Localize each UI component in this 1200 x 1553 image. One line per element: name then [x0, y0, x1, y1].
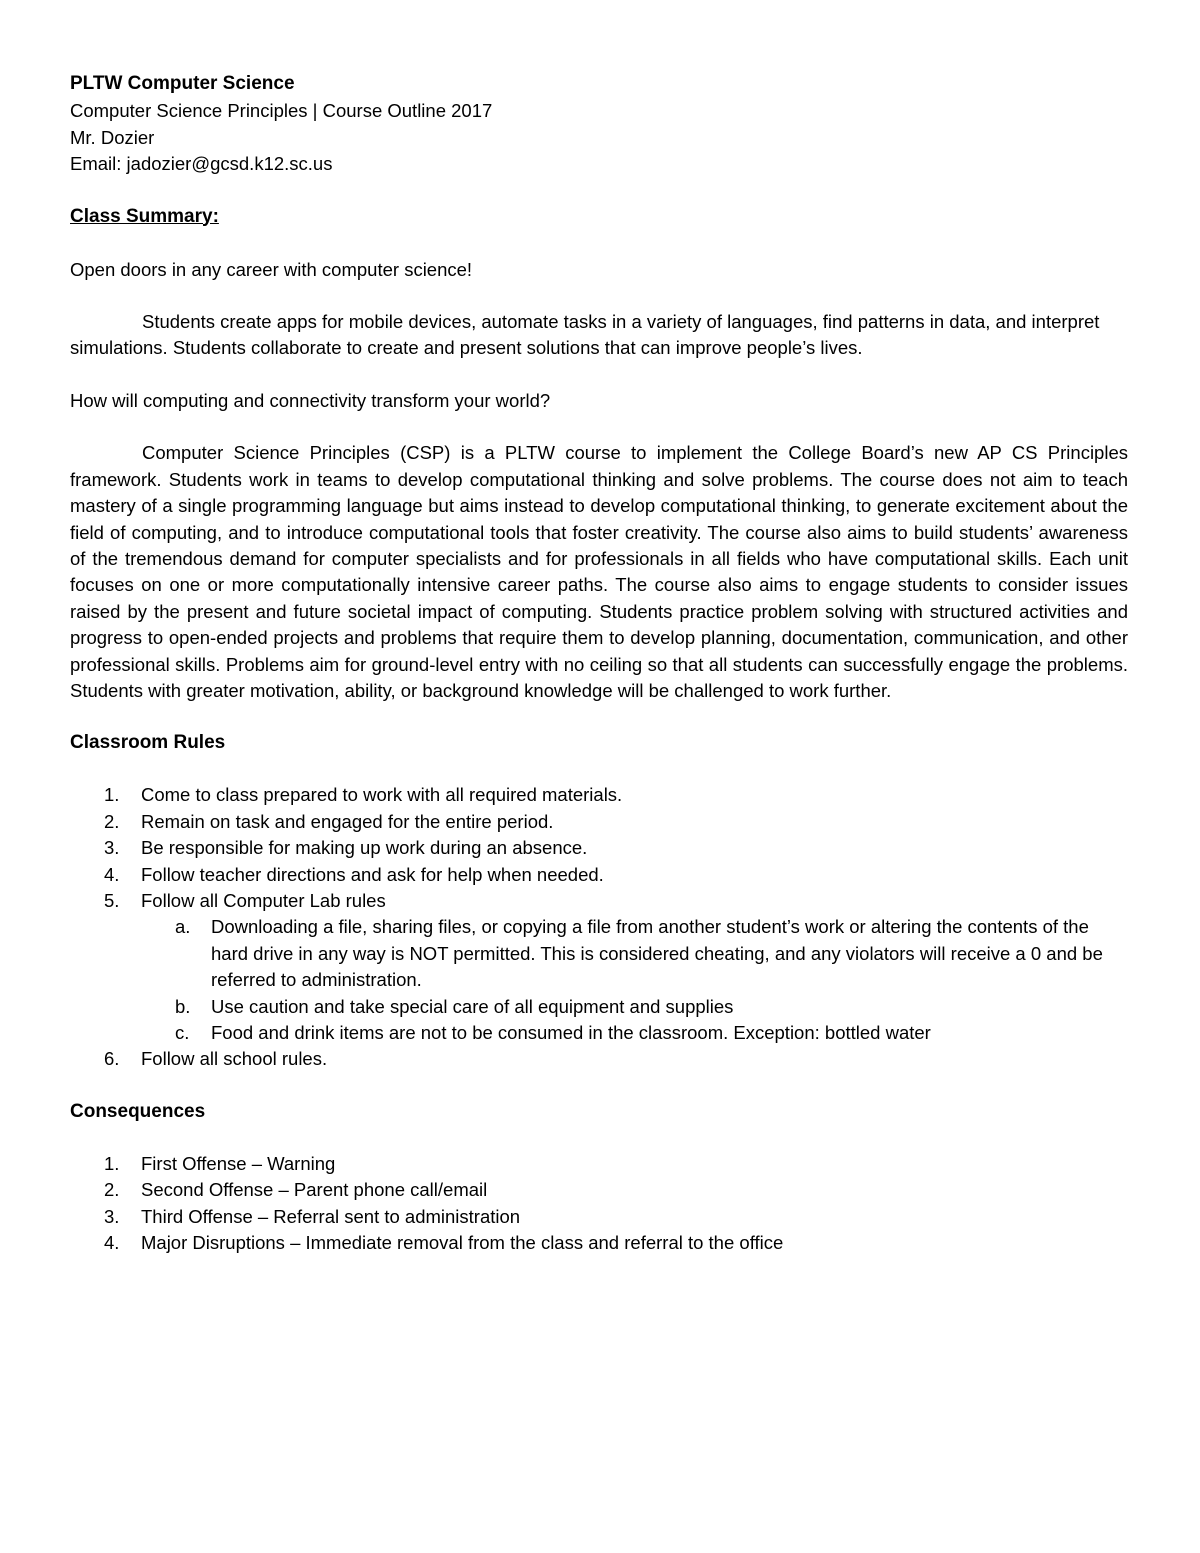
sub-list-letter: c.: [175, 1022, 190, 1044]
list-item-text: Third Offense – Referral sent to administration: [141, 1205, 521, 1227]
classroom-rules-list: [70, 782, 1128, 1072]
list-item-text: Come to class prepared to work with all required materials.: [141, 784, 623, 806]
list-item: [70, 809, 1128, 835]
sub-list-letter: b.: [175, 995, 191, 1017]
list-item-text: First Offense – Warning: [141, 1152, 336, 1174]
class-summary-heading: Class Summary:: [70, 205, 219, 227]
list-item: [70, 1177, 1128, 1203]
teacher-email: Email: jadozier@gcsd.k12.sc.us: [70, 153, 333, 174]
sub-list-item: [141, 914, 1128, 993]
list-item: [70, 862, 1128, 888]
list-item: [70, 1046, 1128, 1072]
list-number: 6.: [104, 1048, 120, 1070]
document-page: [70, 70, 1128, 1256]
list-number: 4.: [104, 1232, 120, 1254]
computer-lab-rules-list: [141, 914, 1128, 1046]
teacher-name: Mr. Dozier: [70, 126, 155, 148]
list-item-text: Remain on task and engaged for the entire period.: [141, 810, 554, 832]
list-item-text: Major Disruptions – Immediate removal from the class and referral to the office: [141, 1232, 784, 1254]
list-number: 5.: [104, 890, 120, 911]
list-item-text: Second Offense – Parent phone call/email: [141, 1179, 488, 1201]
list-item-text: Follow all Computer Lab rules: [141, 890, 386, 911]
list-number: 3.: [104, 837, 120, 859]
list-item: [70, 782, 1128, 808]
consequences-list: [70, 1151, 1128, 1257]
sub-list-item: [141, 994, 1128, 1020]
list-item: [70, 1151, 1128, 1177]
list-number: 2.: [104, 810, 120, 832]
sub-list-letter: a.: [175, 916, 191, 938]
list-item-text: Follow all school rules.: [141, 1048, 328, 1070]
document-title: PLTW Computer Science: [70, 73, 295, 94]
list-number: 4.: [104, 863, 120, 885]
class-summary-intro: Students create apps for mobile devices, automate tasks in a variety of languages, find patterns in data, and interpret simulations. Students collaborate to create and present solutions that can improve people’s lives.: [70, 311, 1100, 359]
list-item-text: Follow teacher directions and ask for help when needed.: [141, 863, 604, 885]
sub-list-item-text: Food and drink items are not to be consumed in the classroom. Exception: bottled water: [211, 1022, 931, 1044]
consequences-heading: Consequences: [70, 1100, 206, 1122]
list-number: 3.: [104, 1205, 120, 1227]
class-summary-tagline: Open doors in any career with computer science!: [70, 258, 473, 280]
list-item-text: Be responsible for making up work during an absence.: [141, 837, 588, 859]
list-item: [70, 888, 1128, 1046]
list-item: [70, 1204, 1128, 1230]
list-number: 1.: [104, 784, 120, 806]
sub-list-item-text: Downloading a file, sharing files, or copying a file from another student’s work or altering the contents of the hard drive in any way is NOT permitted. This is considered cheating, and any violators will receive a 0 and be referred to administration.: [211, 916, 1103, 991]
class-summary-question: How will computing and connectivity transform your world?: [70, 389, 551, 411]
sub-list-item-text: Use caution and take special care of all equipment and supplies: [211, 995, 734, 1017]
class-summary-description: Computer Science Principles (CSP) is a PLTW course to implement the College Board’s new AP CS Principles framework. Students work in teams to develop computational thinking and solve problems. The course does not aim to teach mastery of a single programming language but aims instead to develop computational thinking, to generate excitement about the field of computing, and to introduce computational tools that foster creativity. The course also aims to build students’ awareness of the tremendous demand for computer specialists and for professionals in all fields who have computational skills. Each unit focuses on one or more computationally intensive career paths. The course also aims to engage students to consider issues raised by the present and future societal impact of computing. Students practice problem solving with structured activities and progress to open-ended projects and problems that require them to develop planning, documentation, communication, and other professional skills. Problems aim for ground-level entry with no ceiling so that all students can successfully engage the problems. Students with greater motivation, ability, or background knowledge will be challenged to work further.: [70, 442, 1128, 701]
list-number: 1.: [104, 1152, 120, 1174]
list-number: 2.: [104, 1179, 120, 1201]
list-item: [70, 1230, 1128, 1256]
course-subtitle: Computer Science Principles | Course Outline 2017: [70, 100, 493, 121]
sub-list-item: [141, 1020, 1128, 1046]
classroom-rules-heading: Classroom Rules: [70, 732, 226, 754]
list-item: [70, 835, 1128, 861]
